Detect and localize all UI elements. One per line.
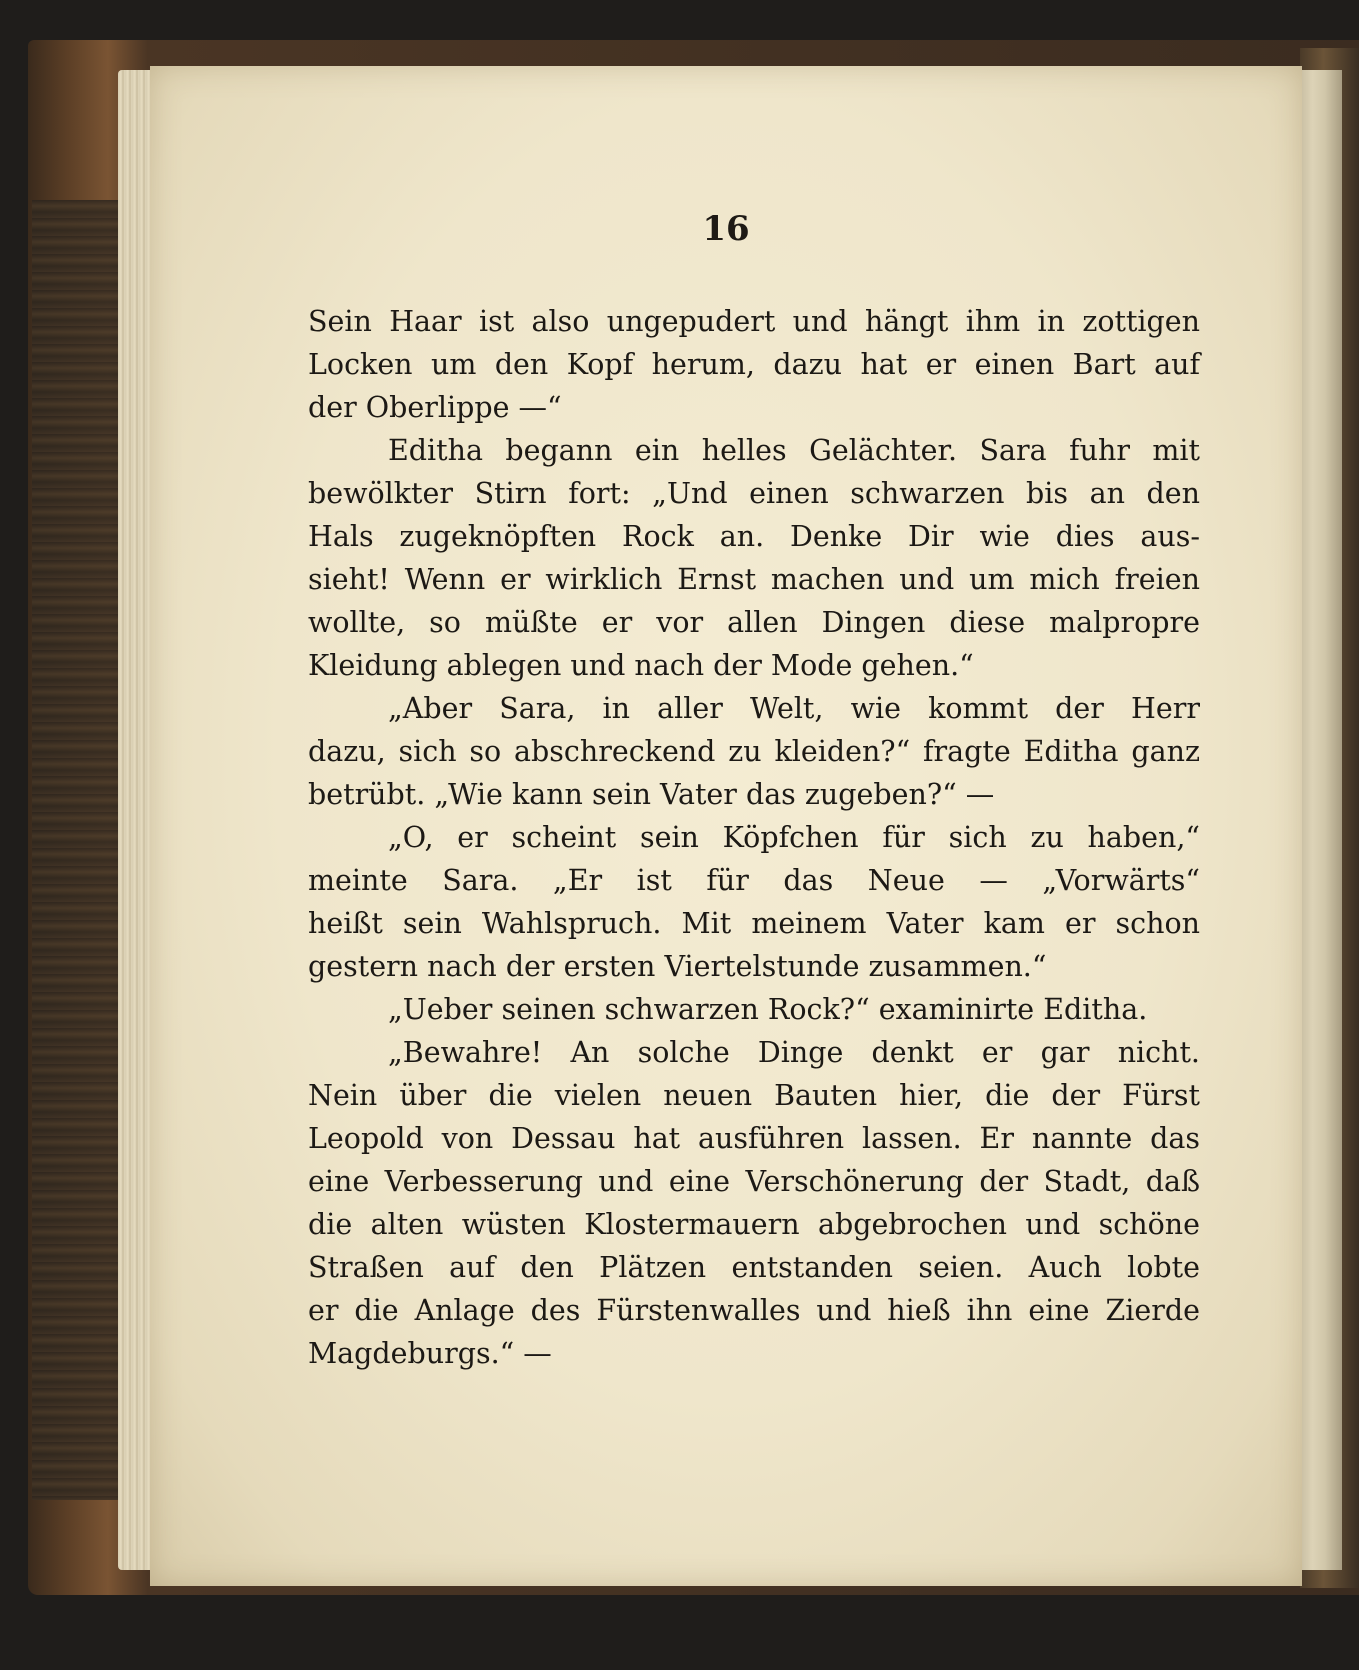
facing-page-edges (1300, 70, 1342, 1570)
text-line: der Oberlippe —“ (308, 391, 562, 424)
page-body-text (308, 300, 1200, 1375)
text-line: Sein Haar ist also ungepudert und hängt ihm in zottigen (308, 305, 1200, 338)
text-line: „O, er scheint sein Köpfchen für sich zu haben,“ (388, 821, 1200, 854)
text-line: „Bewahre! An solche Dinge denkt er gar nicht. (388, 1036, 1200, 1069)
text-line: Nein über die vielen neuen Bauten hier, die der Fürst (308, 1079, 1200, 1112)
text-line: Kleidung ablegen und nach der Mode gehen.“ (308, 649, 974, 682)
text-line: dazu, sich so abschreckend zu kleiden?“ fragte Editha ganz (308, 735, 1200, 768)
text-line: wollte, so müßte er vor allen Dingen diese malpropre (308, 606, 1200, 639)
text-line: er die Anlage des Fürstenwalles und hieß ihn eine Zierde (308, 1294, 1200, 1327)
text-line: Hals zugeknöpften Rock an. Denke Dir wie dies aus- (308, 520, 1200, 553)
page-number: 16 (702, 209, 750, 249)
text-line: sieht! Wenn er wirklich Ernst machen und um mich freien (308, 563, 1200, 596)
text-line: Editha begann ein helles Gelächter. Sara fuhr mit (388, 434, 1200, 467)
text-line: die alten wüsten Klostermauern abgebrochen und schöne (308, 1208, 1200, 1241)
text-line: „Ueber seinen schwarzen Rock?“ examinirte Editha. (388, 993, 1148, 1026)
cover-binding-edge (32, 200, 122, 1500)
book-page (150, 66, 1302, 1586)
text-line: gestern nach der ersten Viertelstunde zusammen.“ (308, 950, 1047, 983)
text-line: Locken um den Kopf herum, dazu hat er einen Bart auf (308, 348, 1200, 381)
text-line: betrübt. „Wie kann sein Vater das zugeben?“ — (308, 778, 995, 811)
text-line: heißt sein Wahlspruch. Mit meinem Vater kam er schon (308, 907, 1200, 940)
text-line: eine Verbesserung und eine Verschönerung der Stadt, daß (308, 1165, 1200, 1198)
text-line: „Aber Sara, in aller Welt, wie kommt der Herr (388, 692, 1200, 725)
text-line: Leopold von Dessau hat ausführen lassen. Er nannte das (308, 1122, 1200, 1155)
text-line: Magdeburgs.“ — (308, 1337, 552, 1370)
text-line: bewölkter Stirn fort: „Und einen schwarzen bis an den (308, 477, 1200, 510)
text-line: Straßen auf den Plätzen entstanden seien. Auch lobte (308, 1251, 1200, 1284)
text-line: meinte Sara. „Er ist für das Neue — „Vorwärts“ (308, 864, 1200, 897)
